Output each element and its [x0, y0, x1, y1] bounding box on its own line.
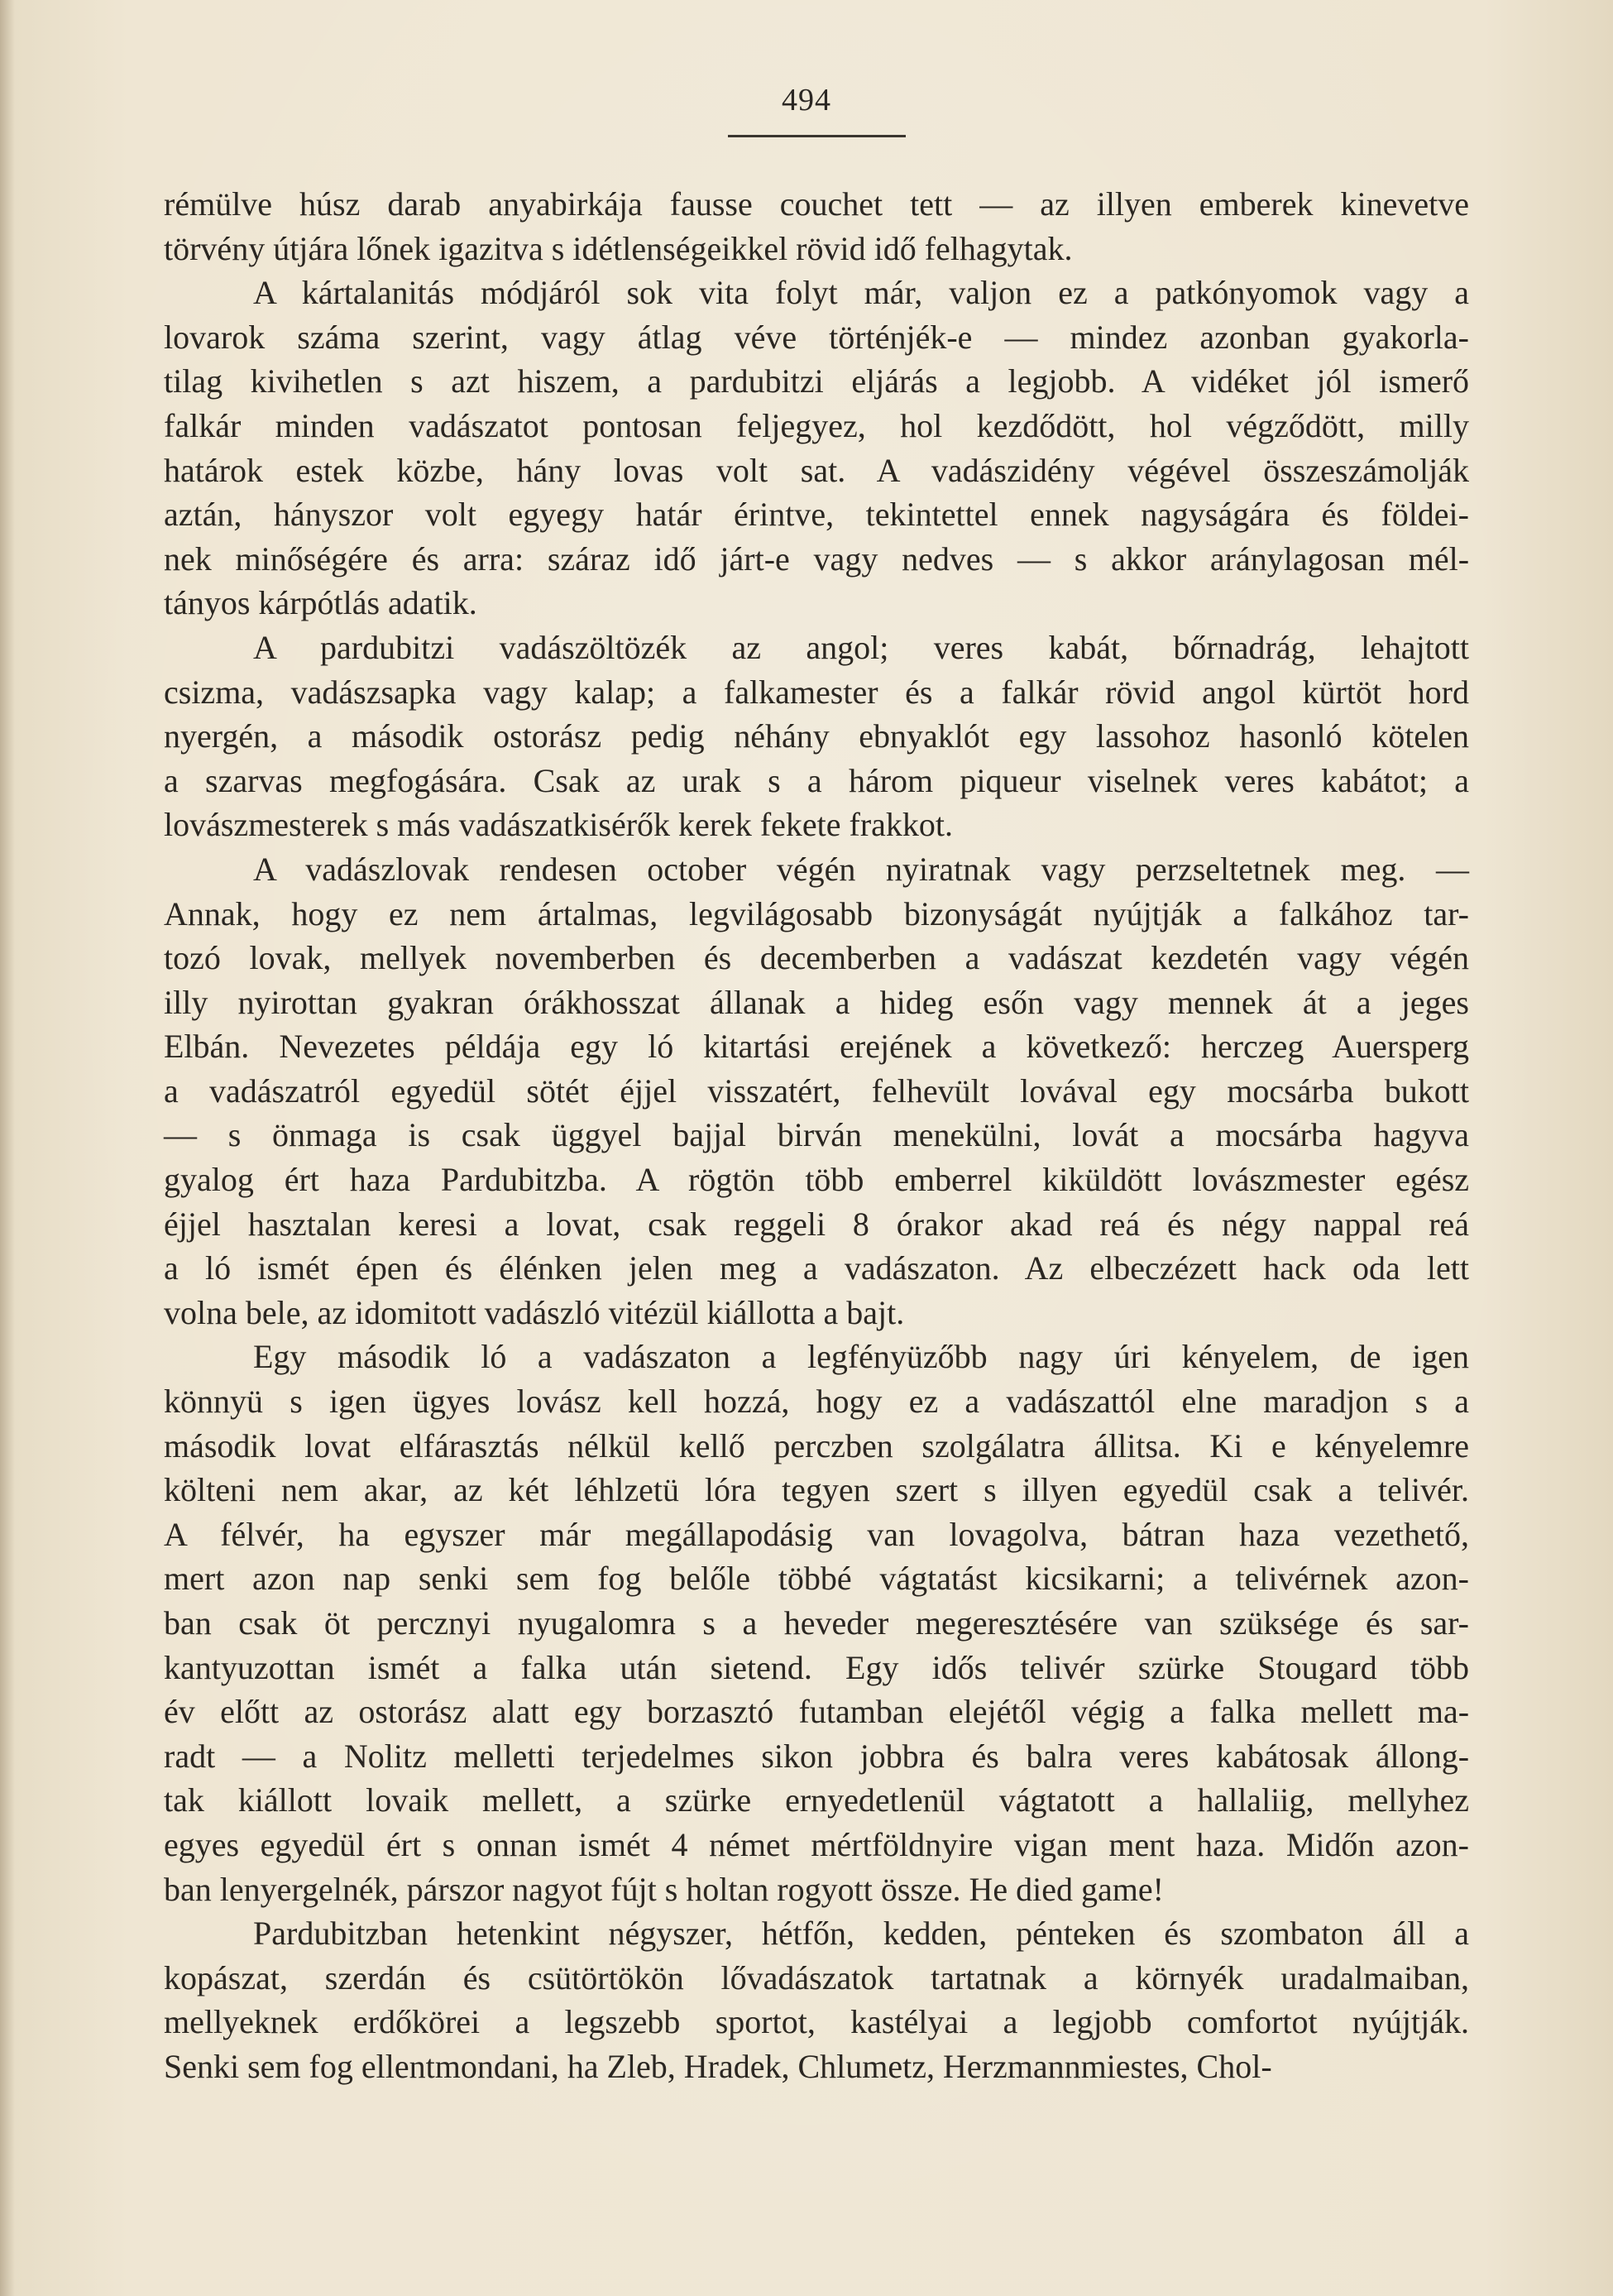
- text-line: a ló ismét épen és élénken jelen meg a vadászaton. Az elbeczézett hack oda lett: [164, 1249, 1469, 1287]
- text-line: Senki sem fog ellentmondani, ha Zleb, Hradek, Chlumetz, Herzmannmiestes, Chol-: [164, 2047, 1272, 2085]
- text-line: Elbán. Nevezetes példája egy ló kitartási erejének a következő: herczeg Auersperg: [164, 1028, 1470, 1066]
- text-line: A kártalanitás módjáról sok vita folyt már, valjon ez a patkónyomok vagy a: [253, 274, 1469, 312]
- text-line: tányos kárpótlás adatik.: [164, 584, 477, 622]
- text-line: könnyü s igen ügyes lovász kell hozzá, hogy ez a vadászattól elne maradjon s a: [164, 1383, 1470, 1421]
- text-line: határok estek közbe, hány lovas volt sat. A vadászidény végével összeszámolják: [164, 451, 1470, 489]
- text-line: második lovat elfárasztás nélkül kellő perczben szolgálatra állitsa. Ki e kényelemre: [164, 1426, 1469, 1464]
- text-line: lovászmesterek s más vadászatkisérők kerek fekete frakkot.: [164, 806, 954, 844]
- text-line: tilag kivihetlen s azt hiszem, a pardubitzi eljárás a legjobb. A vidéket jól ismerő: [164, 362, 1470, 400]
- text-line: év előtt az ostorász alatt egy borzasztó futamban elejétől végig a falka mellett ma-: [164, 1693, 1470, 1731]
- text-line: nek minőségére és arra: száraz idő járt-e vagy nedves — s akkor aránylagosan mél-: [164, 539, 1470, 578]
- text-line: nyergén, a második ostorász pedig néhány ebnyaklót egy lassohoz hasonló kötelen: [164, 717, 1469, 755]
- text-line: A vadászlovak rendesen october végén nyiratnak vagy perzseltetnek meg. —: [253, 850, 1469, 888]
- text-line: éjjel hasztalan keresi a lovat, csak reggeli 8 órakor akad reá és négy nappal reá: [164, 1205, 1470, 1243]
- header-rule: [728, 135, 906, 137]
- text-line: ban csak öt percznyi nyugalomra s a heveder megeresztésére van szüksége és sar-: [164, 1604, 1469, 1642]
- text-line: A pardubitzi vadászöltözék az angol; veres kabát, bőrnadrág, lehajtott: [253, 628, 1470, 666]
- text-line: Pardubitzban hetenkint négyszer, hétfőn, kedden, pénteken és szombaton áll a: [253, 1915, 1469, 1953]
- text-line: mellyeknek erdőkörei a legszebb sportot, kastélyai a legjobb comfortot nyújtják.: [164, 2003, 1470, 2041]
- text-line: a szarvas megfogására. Csak az urak s a három piqueur viselnek veres kabátot; a: [164, 761, 1470, 799]
- text-line: falkár minden vadászatot pontosan feljegyez, hol kezdődött, hol végződött, milly: [164, 406, 1469, 444]
- text-line: volna bele, az idomitott vadászló vitézül kiállotta a bajt.: [164, 1293, 905, 1331]
- text-line: költeni nem akar, az két léhlzetü lóra tegyen szert s illyen egyedül csak a telivér.: [164, 1471, 1469, 1509]
- text-line: tak kiállott lovaik mellett, a szürke ernyedetlenül vágtatott a hallaliig, mellyhez: [164, 1781, 1469, 1819]
- text-line: mert azon nap senki sem fog belőle többé vágtatást kicsikarni; a telivérnek azon-: [164, 1560, 1469, 1598]
- text-line: lovarok száma szerint, vagy átlag véve történjék-e — mindez azonban gyakorla-: [164, 318, 1469, 356]
- text-line: A félvér, ha egyszer már megállapodásig van lovagolva, bátran haza vezethető,: [164, 1515, 1469, 1553]
- text-line: aztán, hányszor volt egyegy határ érintve, tekintettel ennek nagyságára és földei-: [164, 496, 1469, 534]
- text-line: radt — a Nolitz melletti terjedelmes sikon jobbra és balra veres kabátosak állong-: [164, 1737, 1470, 1775]
- text-line: Egy második ló a vadászaton a legfényüzőbb nagy úri kényelem, de igen: [253, 1338, 1469, 1376]
- text-line: egyes egyedül ért s onnan ismét 4 német mértföldnyire vigan ment haza. Midőn azon-: [164, 1825, 1469, 1863]
- page-number: 494: [782, 83, 831, 117]
- body-text: [164, 182, 1469, 2089]
- text-line: rémülve húsz darab anyabirkája fausse couchet tett — az illyen emberek kinevetve: [164, 185, 1469, 223]
- text-line: — s önmaga is csak üggyel bajjal birván menekülni, lovát a mocsárba hagyva: [164, 1116, 1469, 1154]
- text-line: kantyuzottan ismét a falka után sietend. Egy idős telivér szürke Stougard több: [164, 1648, 1469, 1686]
- text-line: törvény útjára lőnek igazitva s idétlenségeikkel rövid idő felhagytak.: [164, 229, 1073, 267]
- text-line: illy nyirottan gyakran órákhosszat állanak a hideg esőn vagy mennek át a jeges: [164, 983, 1469, 1021]
- text-line: Annak, hogy ez nem ártalmas, legvilágosabb bizonyságát nyújtják a falkához tar-: [164, 894, 1469, 932]
- text-line: a vadászatról egyedül sötét éjjel visszatért, felhevült lovával egy mocsárba bukott: [164, 1071, 1469, 1110]
- text-line: csizma, vadászsapka vagy kalap; a falkamester és a falkár rövid angol kürtöt hord: [164, 673, 1469, 711]
- text-line: tozó lovak, mellyek novemberben és decemberben a vadászat kezdetén vagy végén: [164, 939, 1470, 977]
- text-line: ban lenyergelnék, párszor nagyot fújt s holtan rogyott össze. He died game!: [164, 1870, 1164, 1908]
- text-line: gyalog ért haza Pardubitzba. A rögtön több emberrel kiküldött lovászmester egész: [164, 1161, 1470, 1199]
- text-line: kopászat, szerdán és csütörtökön lővadászatok tartatnak a környék uradalmaiban,: [164, 1958, 1469, 1996]
- binding-shadow: [0, 0, 15, 2296]
